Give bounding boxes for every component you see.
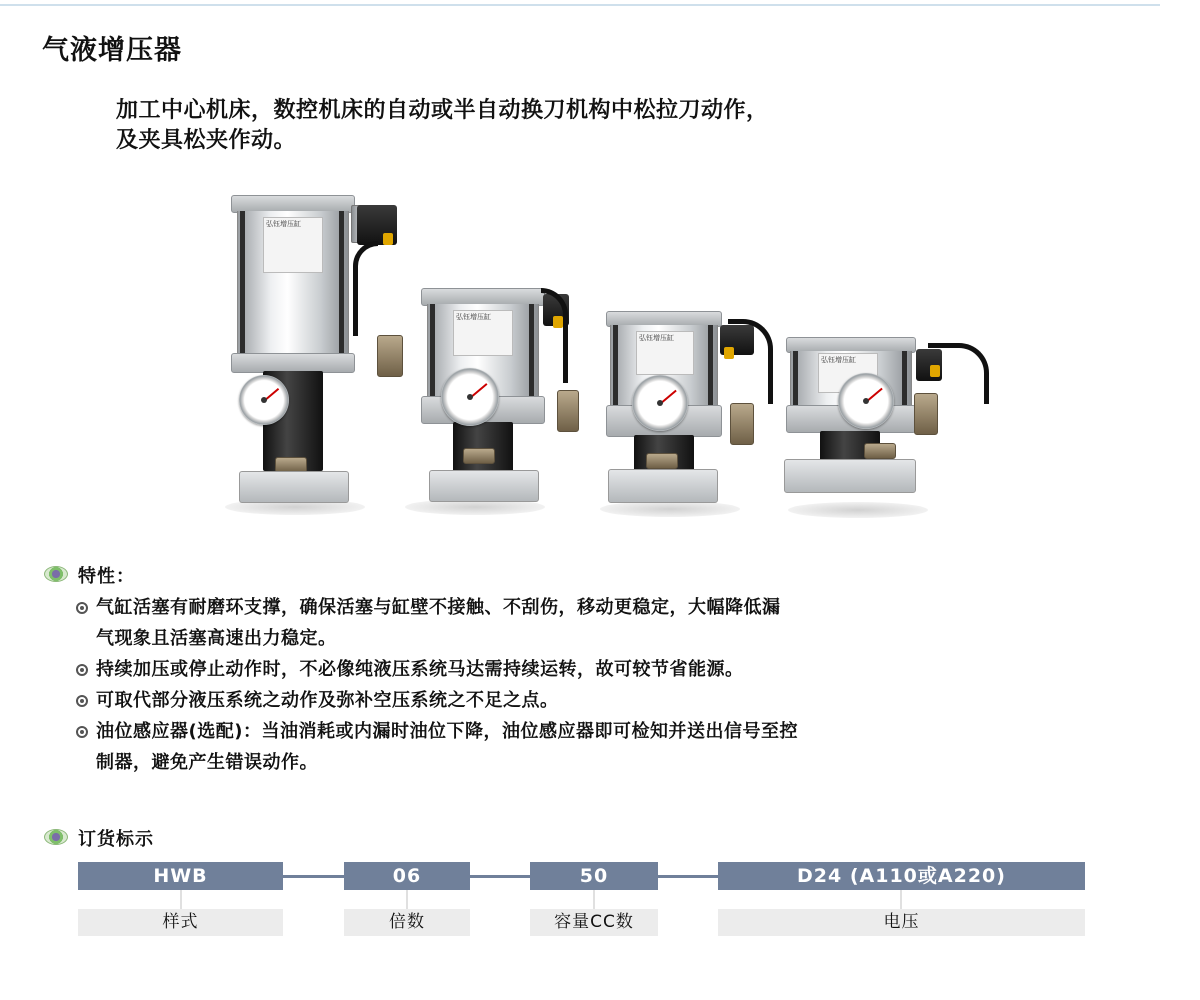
code-connector <box>658 875 718 878</box>
pressure-gauge-icon <box>441 368 499 426</box>
product-label-3: 弘钰增压缸 <box>639 334 674 342</box>
order-code-row <box>78 862 1085 890</box>
code-tick <box>900 890 902 909</box>
pressure-gauge-icon <box>838 373 894 429</box>
feature-item: 气缸活塞有耐磨环支撑，确保活塞与缸壁不接触、不刮伤，移动更稳定，大幅降低漏 气现象且活塞高速出力稳定。 <box>76 592 1116 654</box>
page-title: 气液增压器 <box>42 35 182 66</box>
pressure-gauge-icon <box>239 375 289 425</box>
code-connector <box>470 875 530 878</box>
code-tick <box>180 890 182 909</box>
bullet-icon <box>76 695 88 707</box>
intro-text <box>116 96 1096 156</box>
ordering-bullet-icon <box>44 829 68 845</box>
ordering-heading: 订货标示 <box>78 829 154 850</box>
order-desc-model: 样式 <box>78 909 283 936</box>
pressure-gauge-icon <box>632 375 688 431</box>
product-label-1: 弘钰增压缸 <box>266 220 301 228</box>
feature-item: 油位感应器(选配)：当油消耗或内漏时油位下降，油位感应器即可检知并送出信号至控 制器，避免产生错误动作。 <box>76 716 1116 778</box>
feature-item: 持续加压或停止动作时，不必像纯液压系统马达需持续运转，故可较节省能源。 <box>76 654 1116 685</box>
booster-unit-4 <box>778 333 998 518</box>
order-desc-ratio: 倍数 <box>344 909 470 936</box>
intro-line-1: 加工中心机床，数控机床的自动或半自动换刀机构中松拉刀动作， <box>116 98 769 123</box>
product-label-4: 弘钰增压缸 <box>821 356 856 364</box>
features-bullet-icon <box>44 566 68 582</box>
intro-line-2: 及夹具松夹作动。 <box>116 128 297 153</box>
order-code-capacity: 50 <box>530 862 658 890</box>
order-code-model: HWB <box>78 862 283 890</box>
order-desc-voltage: 电压 <box>718 909 1085 936</box>
code-tick <box>593 890 595 909</box>
features-heading: 特性： <box>78 566 135 587</box>
product-label-2: 弘钰增压缸 <box>456 313 491 321</box>
order-code-ratio: 06 <box>344 862 470 890</box>
features-list <box>76 592 1116 778</box>
code-connector <box>283 875 345 878</box>
top-divider <box>0 4 1160 6</box>
booster-unit-1 <box>225 185 415 515</box>
product-photo <box>215 185 1005 520</box>
code-tick <box>406 890 408 909</box>
feature-item: 可取代部分液压系统之动作及弥补空压系统之不足之点。 <box>76 685 1116 716</box>
order-desc-capacity: 容量CC数 <box>530 909 658 936</box>
bullet-icon <box>76 664 88 676</box>
booster-unit-2 <box>405 280 585 515</box>
order-code-voltage: D24 (A110或A220) <box>718 862 1085 890</box>
booster-unit-3 <box>600 307 790 517</box>
bullet-icon <box>76 726 88 738</box>
bullet-icon <box>76 602 88 614</box>
